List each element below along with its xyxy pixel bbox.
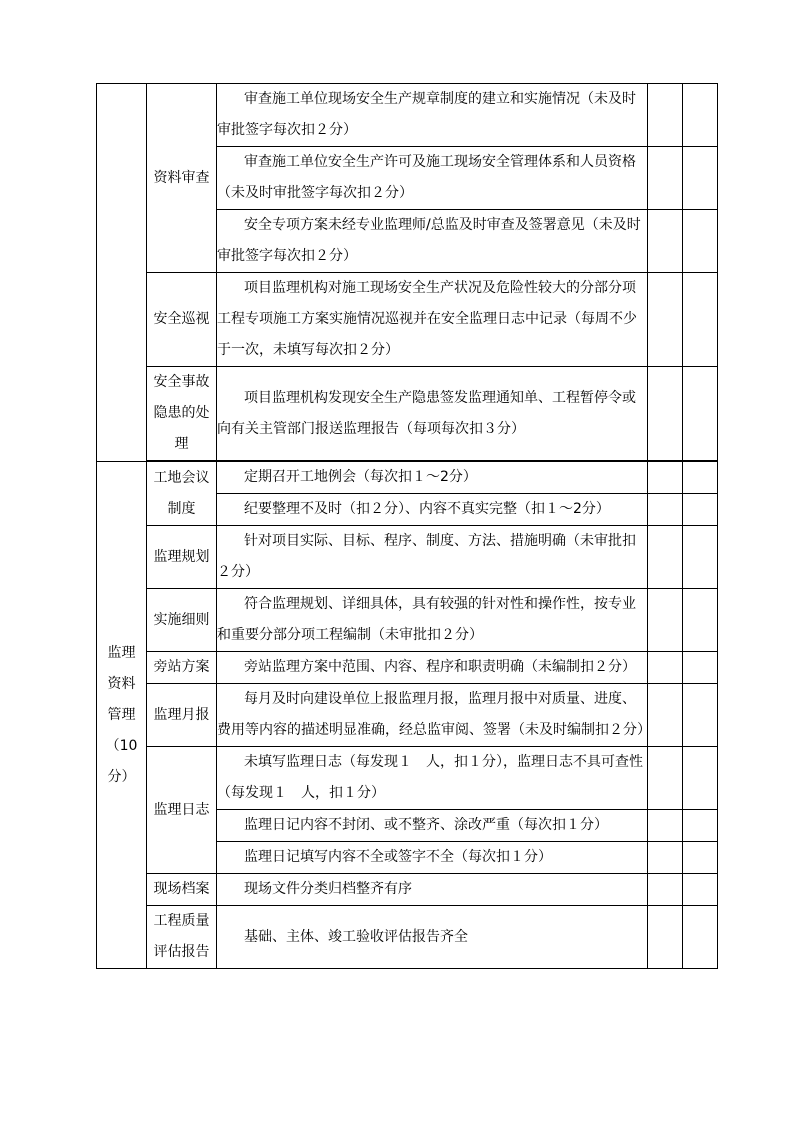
subcategory-cell: 安全事故隐患的处理: [147, 367, 217, 461]
score-cell[interactable]: [648, 810, 683, 842]
remark-cell[interactable]: [683, 84, 718, 147]
criteria-cell: 纪要整理不及时（扣２分）、内容不真实完整（扣１～2分）: [217, 494, 648, 526]
score-cell[interactable]: [648, 84, 683, 147]
criteria-cell: 符合监理规划、详细具体，具有较强的针对性和操作性，按专业和重要分部分项工程编制（未审批扣２分）: [217, 589, 648, 652]
subcategory-cell: 工程质量评估报告: [147, 906, 217, 969]
table-row: [97, 684, 718, 747]
criteria-cell: 项目监理机构发现安全生产隐患签发监理通知单、工程暂停令或向有关主管部门报送监理报告（每项每次扣３分）: [217, 367, 648, 461]
subcategory-cell: 监理日志: [147, 747, 217, 874]
score-cell[interactable]: [648, 747, 683, 810]
remark-cell[interactable]: [683, 842, 718, 874]
category-cell: [97, 84, 147, 462]
remark-cell[interactable]: [683, 652, 718, 684]
remark-cell[interactable]: [683, 210, 718, 273]
remark-cell[interactable]: [683, 906, 718, 969]
subcategory-cell: 监理规划: [147, 526, 217, 589]
subcategory-cell: 安全巡视: [147, 273, 217, 367]
score-cell[interactable]: [648, 494, 683, 526]
criteria-cell: 项目监理机构对施工现场安全生产状况及危险性较大的分部分项工程专项施工方案实施情况巡视并在安全监理日志中记录（每周不少于一次，未填写每次扣２分）: [217, 273, 648, 367]
remark-cell[interactable]: [683, 462, 718, 494]
score-cell[interactable]: [648, 147, 683, 210]
table-row: [97, 589, 718, 652]
criteria-cell: 基础、主体、竣工验收评估报告齐全: [217, 906, 648, 969]
remark-cell[interactable]: [683, 589, 718, 652]
criteria-cell: 定期召开工地例会（每次扣１～2分）: [217, 462, 648, 494]
remark-cell[interactable]: [683, 367, 718, 461]
table-row: [97, 906, 718, 969]
score-cell[interactable]: [648, 684, 683, 747]
criteria-cell: 监理日记填写内容不全或签字不全（每次扣１分）: [217, 842, 648, 874]
category-cell: 监理资料管理（10分）: [97, 462, 147, 969]
criteria-cell: 每月及时向建设单位上报监理月报，监理月报中对质量、进度、费用等内容的描述明显准确，经总监审阅、签署（未及时编制扣２分）: [217, 684, 648, 747]
remark-cell[interactable]: [683, 273, 718, 367]
criteria-cell: 审查施工单位安全生产许可及施工现场安全管理体系和人员资格（未及时审批签字每次扣２分）: [217, 147, 648, 210]
score-cell[interactable]: [648, 874, 683, 906]
score-cell[interactable]: [648, 210, 683, 273]
subcategory-cell: 现场档案: [147, 874, 217, 906]
score-cell[interactable]: [648, 273, 683, 367]
table-row: [97, 462, 718, 494]
table-row: [97, 367, 718, 461]
table-row: [97, 273, 718, 367]
table-row: [97, 84, 718, 147]
evaluation-table: [96, 83, 718, 969]
score-cell[interactable]: [648, 842, 683, 874]
remark-cell[interactable]: [683, 494, 718, 526]
criteria-cell: 针对项目实际、目标、程序、制度、方法、措施明确（未审批扣２分）: [217, 526, 648, 589]
subcategory-cell: 工地会议制度: [147, 462, 217, 526]
remark-cell[interactable]: [683, 526, 718, 589]
subcategory-cell: 资料审查: [147, 84, 217, 273]
table-row: [97, 747, 718, 810]
score-cell[interactable]: [648, 462, 683, 494]
table-row: [97, 652, 718, 684]
remark-cell[interactable]: [683, 810, 718, 842]
subcategory-cell: 实施细则: [147, 589, 217, 652]
score-cell[interactable]: [648, 589, 683, 652]
criteria-cell: 审查施工单位现场安全生产规章制度的建立和实施情况（未及时审批签字每次扣２分）: [217, 84, 648, 147]
subcategory-cell: 旁站方案: [147, 652, 217, 684]
remark-cell[interactable]: [683, 747, 718, 810]
criteria-cell: 未填写监理日志（每发现１ 人，扣１分），监理日志不具可查性（每发现１ 人，扣１分）: [217, 747, 648, 810]
score-cell[interactable]: [648, 367, 683, 461]
table-row: [97, 526, 718, 589]
subcategory-cell: 监理月报: [147, 684, 217, 747]
remark-cell[interactable]: [683, 874, 718, 906]
criteria-cell: 安全专项方案未经专业监理师/总监及时审查及签署意见（未及时审批签字每次扣２分）: [217, 210, 648, 273]
score-cell[interactable]: [648, 652, 683, 684]
criteria-cell: 旁站监理方案中范围、内容、程序和职责明确（未编制扣２分）: [217, 652, 648, 684]
criteria-cell: 现场文件分类归档整齐有序: [217, 874, 648, 906]
score-cell[interactable]: [648, 906, 683, 969]
score-cell[interactable]: [648, 526, 683, 589]
remark-cell[interactable]: [683, 147, 718, 210]
criteria-cell: 监理日记内容不封闭、或不整齐、涂改严重（每次扣１分）: [217, 810, 648, 842]
table-row: [97, 874, 718, 906]
remark-cell[interactable]: [683, 684, 718, 747]
